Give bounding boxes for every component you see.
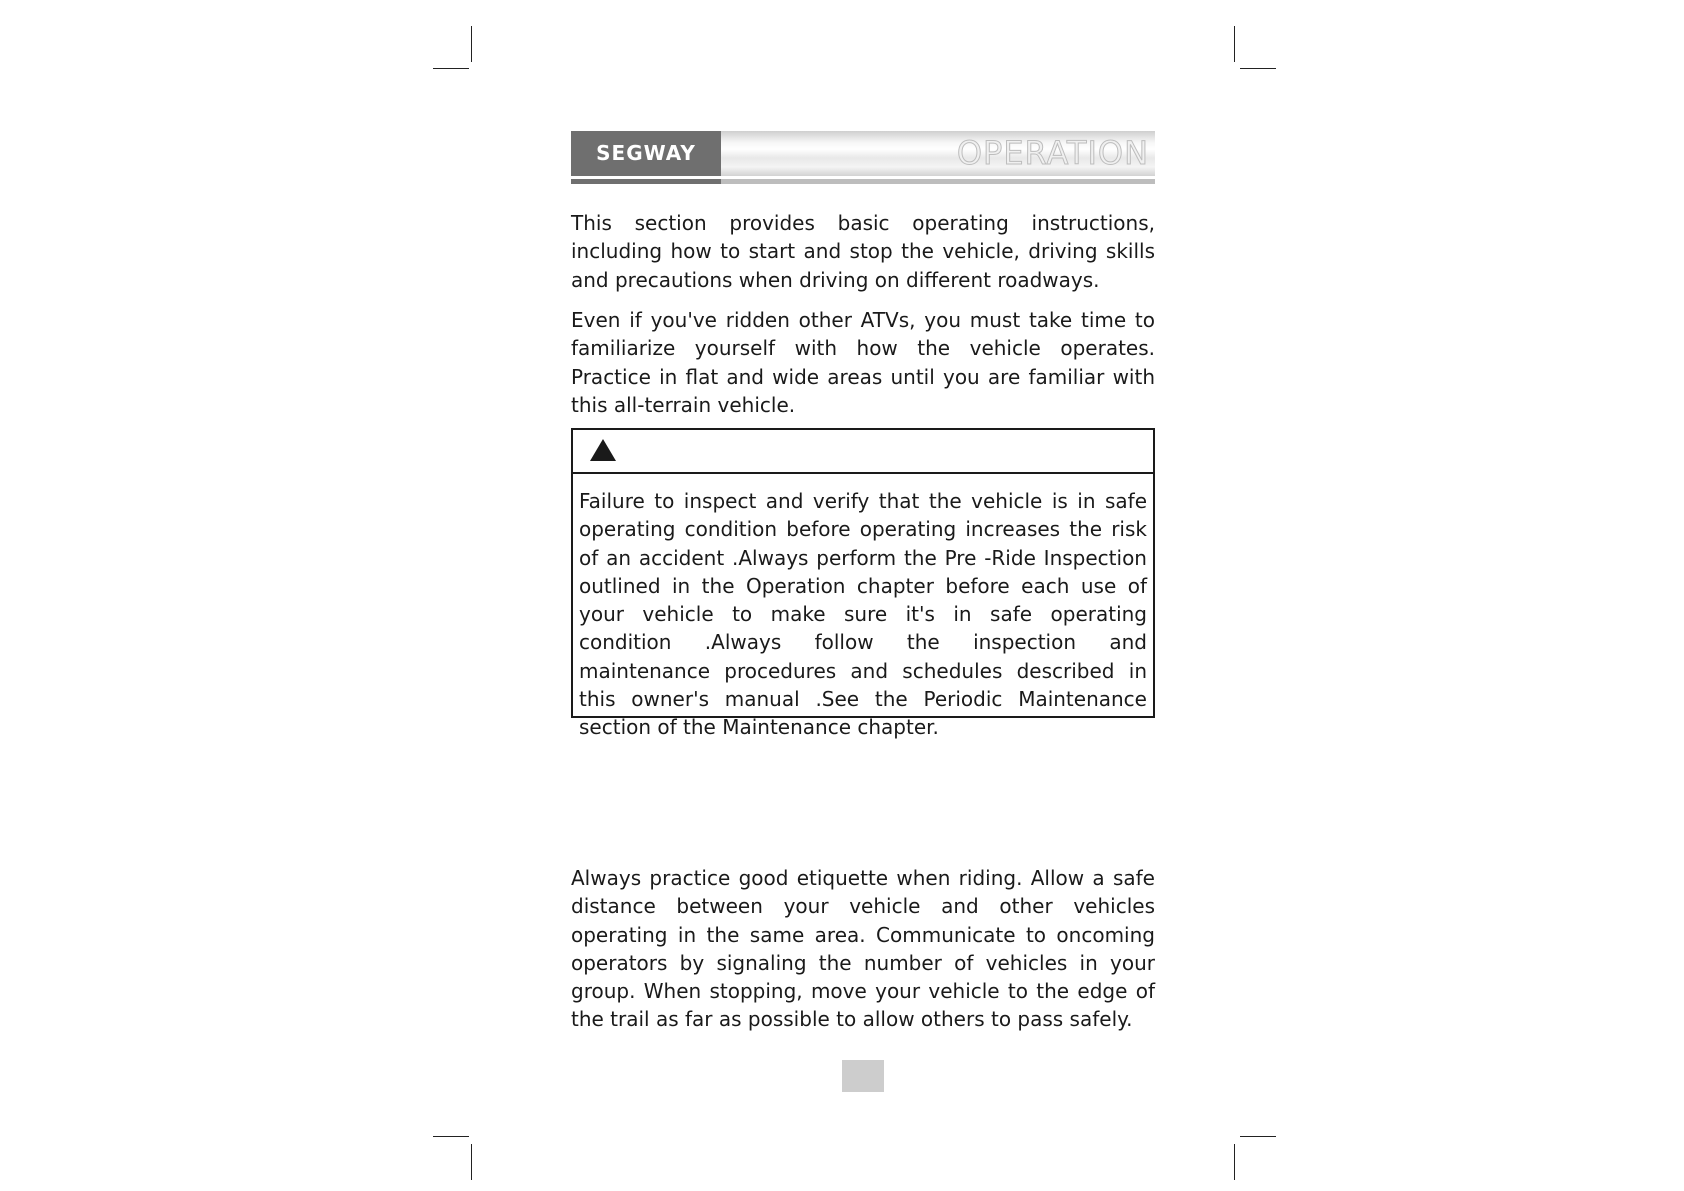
header-rule-light: [721, 179, 1155, 184]
warning-header: [573, 430, 1153, 474]
warning-box: [571, 428, 1155, 740]
crop-mark-top-left-horizontal: [433, 68, 469, 69]
etiquette-paragraph: Always practice good etiquette when riding. Allow a safe distance between your vehicle and other vehicles operating in the same area. Communicate to oncoming operators by signaling the number of vehicles in your group. When stopping, move your vehicle to the edge of the trail as far as possible to allow others to pass safely.: [571, 866, 1155, 1032]
header-band: [721, 131, 1155, 176]
crop-mark-bottom-right-horizontal: [1240, 1136, 1276, 1137]
crop-mark-bottom-right-vertical: [1234, 1144, 1235, 1180]
header-rule-dark: [571, 179, 721, 184]
intro-paragraph: This section provides basic operating instructions, including how to start and stop the vehicle, driving skills and precautions when driving on different roadways.: [571, 211, 1155, 292]
section-title: OPERATION: [956, 134, 1149, 172]
crop-mark-top-right-vertical: [1234, 26, 1235, 62]
warning-triangle-icon: [589, 438, 617, 462]
crop-mark-top-right-horizontal: [1240, 68, 1276, 69]
page-number-box: [842, 1060, 884, 1092]
section-header: [571, 131, 1155, 176]
practice-paragraph: Even if you've ridden other ATVs, you must take time to familiarize yourself with how the vehicle operates. Practice in flat and wide areas until you are familiar with this all-terrain vehicle.: [571, 308, 1155, 417]
crop-mark-bottom-left-horizontal: [433, 1136, 469, 1137]
crop-mark-top-left-vertical: [471, 26, 472, 62]
brand-logo: SEGWAY: [571, 131, 721, 176]
warning-text: Failure to inspect and verify that the vehicle is in safe operating condition before operating increases the risk of an accident .Always perform the Pre -Ride Inspection outlined in the Operation chapter before each use of your vehicle to make sure it's in safe operating condition .Always follow the inspection and maintenance procedures and schedules described in this owner's manual .See the Periodic Maintenance section of the Maintenance chapter.: [579, 489, 1147, 740]
crop-mark-bottom-left-vertical: [471, 1144, 472, 1180]
